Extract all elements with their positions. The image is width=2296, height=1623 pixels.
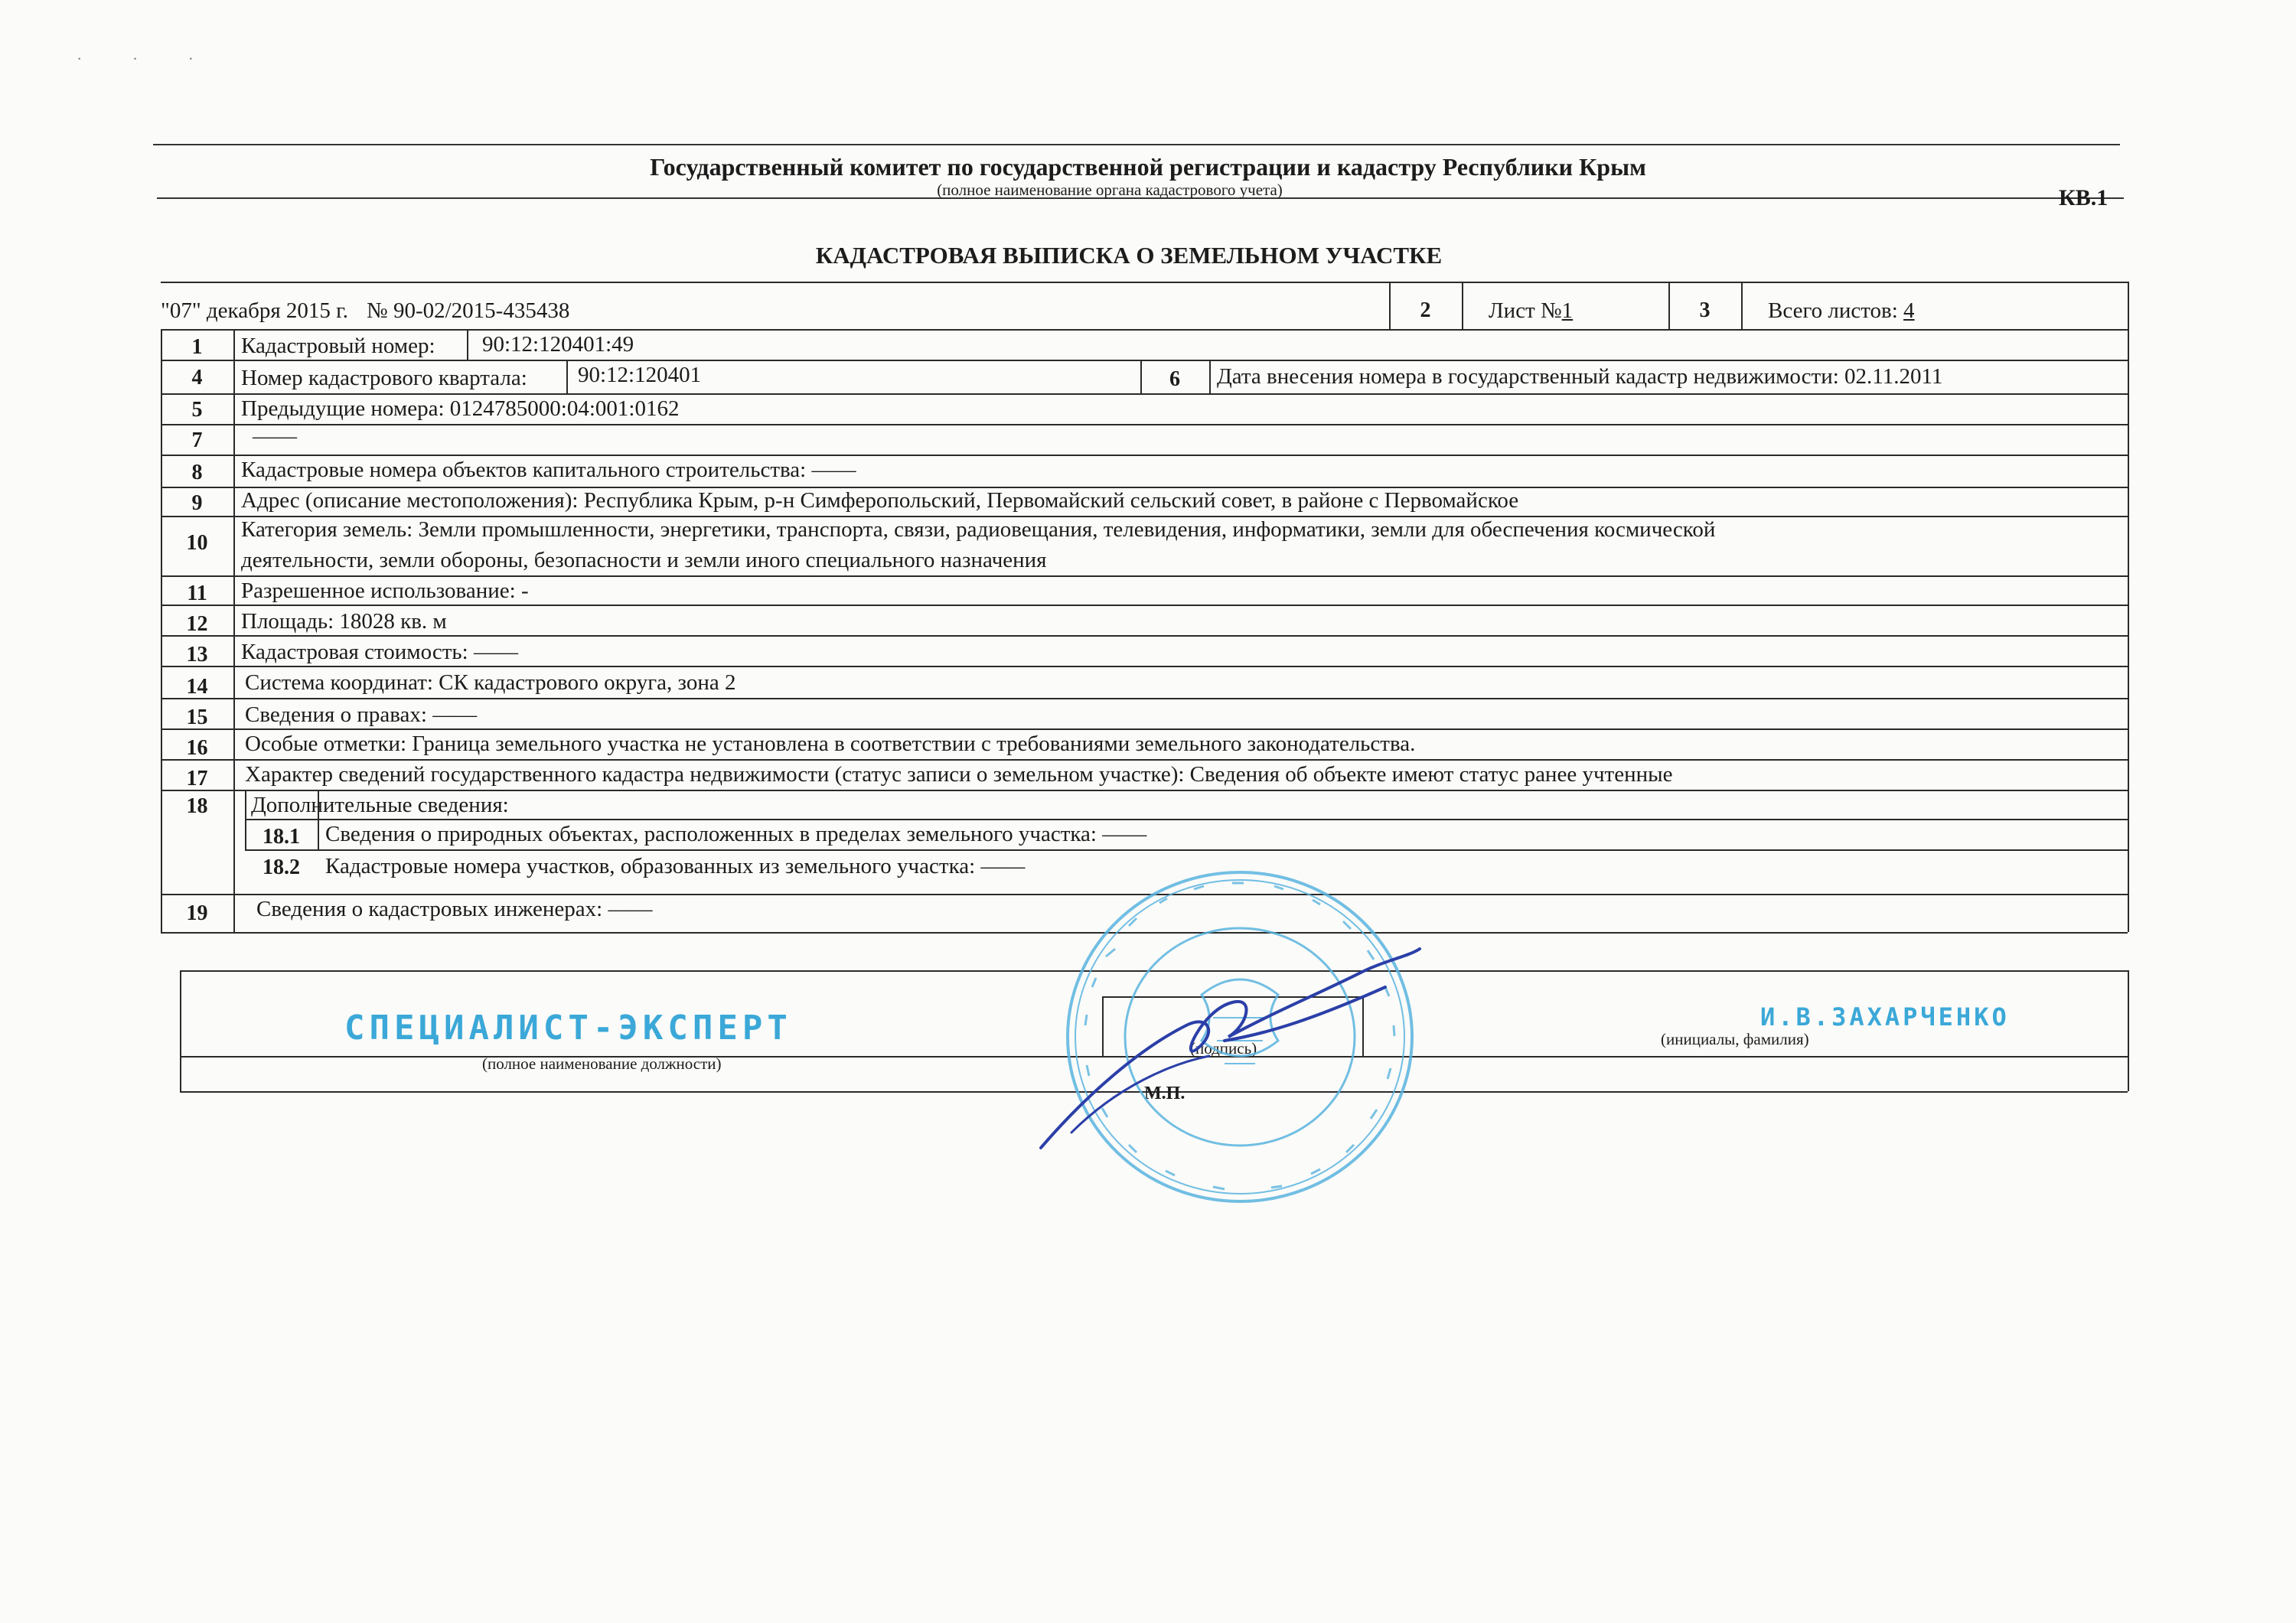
previous-numbers: Предыдущие номера: 0124785000:04:001:0162	[241, 396, 680, 421]
sign-rule	[2128, 970, 2129, 1091]
total-label: Всего листов:	[1768, 298, 1898, 323]
table-rule	[566, 360, 568, 393]
capital-construction-numbers: Кадастровые номера объектов капитального строительства: ——	[241, 458, 856, 482]
seal-place-label: М.П.	[1144, 1084, 1186, 1103]
table-rule	[161, 360, 2128, 361]
row-number: 18	[186, 794, 208, 818]
table-rule	[1462, 282, 1463, 329]
land-category-line-1: Категория земель: Земли промышленности, энергетики, транспорта, связи, радиовещания, телевидения, информатики, земли для обеспечения космической	[241, 517, 1716, 542]
table-rule	[161, 393, 2128, 395]
cadastral-table	[161, 282, 2128, 963]
sheet-label: Лист №	[1489, 298, 1562, 323]
row-number: 10	[186, 531, 208, 555]
handwritten-signature-icon	[1026, 941, 1424, 1155]
natural-objects: Сведения о природных объектах, расположенных в пределах земельного участка: ——	[325, 822, 1147, 846]
row-number: 4	[191, 366, 203, 389]
sheet-number	[1489, 298, 1573, 324]
organ-name: Государственный комитет по государственной регистрации и кадастру Республики Крым	[650, 153, 1646, 181]
name-stamp: И.В.ЗАХАРЧЕНКО	[1760, 1002, 2010, 1031]
row-number: 5	[191, 398, 203, 422]
organ-caption: (полное наименование органа кадастрового учета)	[937, 181, 1283, 199]
position-stamp: СПЕЦИАЛИСТ-ЭКСПЕРТ	[344, 1009, 792, 1048]
sheet-cell-num: 2	[1420, 298, 1431, 322]
row-number: 18.2	[263, 855, 300, 879]
table-rule	[161, 455, 2128, 456]
address: Адрес (описание местоположения): Республика Крым, р-н Симферопольский, Первомайский сельский совет, в районе с Первомайское	[241, 488, 1519, 513]
row-7-value: ——	[253, 424, 297, 448]
quarter-number-value: 90:12:120401	[578, 363, 702, 387]
date-text: "07" декабря 2015 г.	[161, 298, 349, 323]
land-category-line-2: деятельности, земли обороны, безопасности и земли иного специального назначения	[241, 548, 1047, 572]
name-caption: (инициалы, фамилия)	[1661, 1030, 1809, 1048]
signature-caption: (подпись)	[1190, 1039, 1257, 1058]
cadastral-value: Кадастровая стоимость: ——	[241, 640, 518, 664]
table-border-right	[2128, 282, 2129, 932]
table-rule	[467, 329, 468, 360]
table-rule	[161, 759, 2128, 761]
table-rule	[1209, 360, 1211, 393]
total-cell-num: 3	[1699, 298, 1711, 322]
row-number: 11	[187, 582, 207, 605]
document-date	[161, 298, 569, 324]
row-number: 13	[186, 643, 208, 666]
row-number: 19	[186, 901, 208, 925]
quarter-number-label: Номер кадастрового квартала:	[241, 366, 527, 390]
area: Площадь: 18028 кв. м	[241, 609, 447, 634]
row-number: 1	[191, 335, 203, 359]
document-title: КАДАСТРОВАЯ ВЫПИСКА О ЗЕМЕЛЬНОМ УЧАСТКЕ	[815, 242, 1443, 269]
table-rule	[161, 728, 2128, 730]
row-number: 12	[186, 612, 208, 636]
row-number: 7	[191, 429, 203, 452]
table-rule	[161, 575, 2128, 577]
permitted-use: Разрешенное использование: -	[241, 578, 529, 603]
row-number: 9	[191, 491, 203, 515]
table-rule	[161, 666, 2128, 667]
registration-date: Дата внесения номера в государственный кадастр недвижимости: 02.11.2011	[1217, 364, 1943, 389]
table-rule	[161, 282, 2128, 283]
row-number: 16	[186, 736, 208, 760]
rights-info: Сведения о правах: ——	[245, 702, 478, 727]
sheet-value: 1	[1561, 298, 1574, 323]
total-sheets	[1768, 298, 1915, 324]
table-rule	[1741, 282, 1743, 329]
row-number: 6	[1169, 367, 1180, 391]
table-rule	[245, 819, 2128, 820]
scan-marks: · · ·	[77, 49, 217, 68]
derived-parcels: Кадастровые номера участков, образованных из земельного участка: ——	[325, 854, 1026, 878]
position-caption: (полное наименование должности)	[482, 1054, 722, 1073]
special-notes: Особые отметки: Граница земельного участка не установлена в соответствии с требованиями земельного законодательства.	[245, 732, 1416, 756]
document-number: № 90-02/2015-435438	[367, 298, 570, 323]
cadastral-number-label: Кадастровый номер:	[241, 334, 435, 358]
coordinate-system: Система координат: СК кадастрового округа, зона 2	[245, 670, 736, 695]
row-number: 8	[191, 461, 203, 484]
cadastral-number-value: 90:12:120401:49	[482, 332, 634, 357]
table-rule	[161, 635, 2128, 637]
additional-info: Дополнительные сведения:	[251, 793, 509, 817]
table-rule	[161, 424, 2128, 425]
table-rule	[245, 849, 2128, 851]
table-rule	[161, 605, 2128, 606]
row-number: 17	[186, 767, 208, 790]
sign-rule	[180, 970, 181, 1091]
cadastral-engineers: Сведения о кадастровых инженерах: ——	[256, 897, 653, 921]
table-rule	[161, 790, 2128, 791]
organ-top-rule	[153, 144, 2120, 145]
row-number: 15	[186, 706, 208, 729]
num-column-rule	[233, 329, 235, 932]
record-status: Характер сведений государственного кадастра недвижимости (статус записи о земельном участке): Сведения об объекте имеют статус ранее учтенные	[245, 762, 1673, 787]
form-code: КВ.1	[2059, 185, 2108, 210]
total-value: 4	[1903, 298, 1915, 323]
table-rule	[161, 698, 2128, 699]
row-number: 18.1	[263, 825, 300, 849]
table-rule	[161, 329, 2128, 331]
row-number: 14	[186, 675, 208, 699]
